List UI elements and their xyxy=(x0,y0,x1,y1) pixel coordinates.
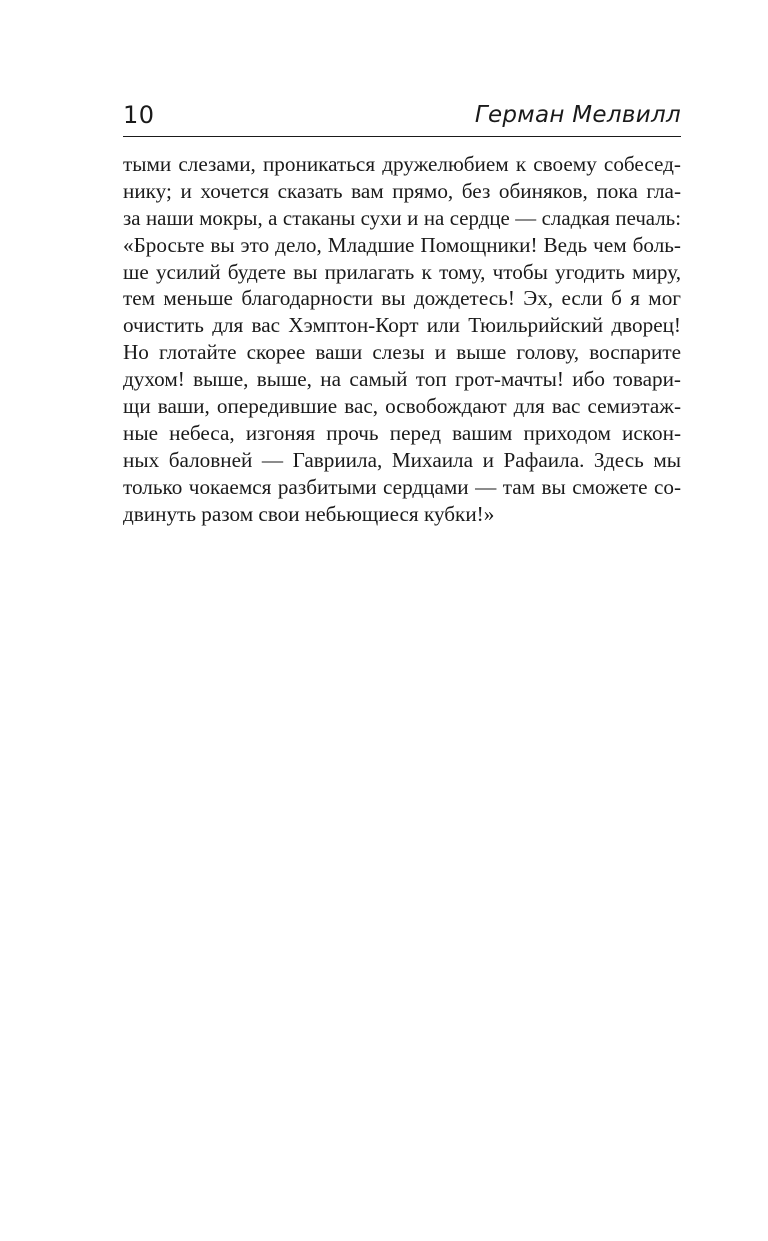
text-line: очистить для вас Хэмптон-Корт или Тюильрийский дворец! xyxy=(123,313,681,338)
running-title: Герман Мелвилл xyxy=(474,102,681,128)
running-head xyxy=(123,98,681,134)
text-line: тыми слезами, проникаться дружелюбием к своему собесед- xyxy=(123,152,681,176)
text-line: ше усилий будете вы прилагать к тому, чтобы угодить миру, xyxy=(123,259,681,284)
page-number: 10 xyxy=(123,101,155,129)
text-line: ных баловней — Гавриила, Михаила и Рафаила. Здесь мы xyxy=(123,447,681,472)
text-line: за наши мокры, а стаканы сухи и на сердце — сладкая печаль: xyxy=(123,205,681,230)
body-text xyxy=(123,151,681,527)
text-line: ные небеса, изгоняя прочь перед вашим приходом искон- xyxy=(123,420,681,445)
text-line: щи ваши, опередившие вас, освобождают для вас семиэтаж- xyxy=(123,394,681,419)
text-line: духом! выше, выше, на самый топ грот-мачты! ибо товари- xyxy=(123,367,681,392)
text-line-last: двинуть разом свои небьющиеся кубки!» xyxy=(123,501,495,526)
text-line: только чокаемся разбитыми сердцами — там вы сможете со- xyxy=(123,474,681,499)
text-line: Но глотайте скорее ваши слезы и выше голову, воспарите xyxy=(123,340,681,365)
header-rule xyxy=(123,136,681,137)
text-line: тем меньше благодарности вы дождетесь! Эх, если б я мог xyxy=(123,286,681,311)
text-line: «Бросьте вы это дело, Младшие Помощники! Ведь чем боль- xyxy=(123,232,681,257)
text-line: нику; и хочется сказать вам прямо, без обиняков, пока гла- xyxy=(123,178,681,203)
